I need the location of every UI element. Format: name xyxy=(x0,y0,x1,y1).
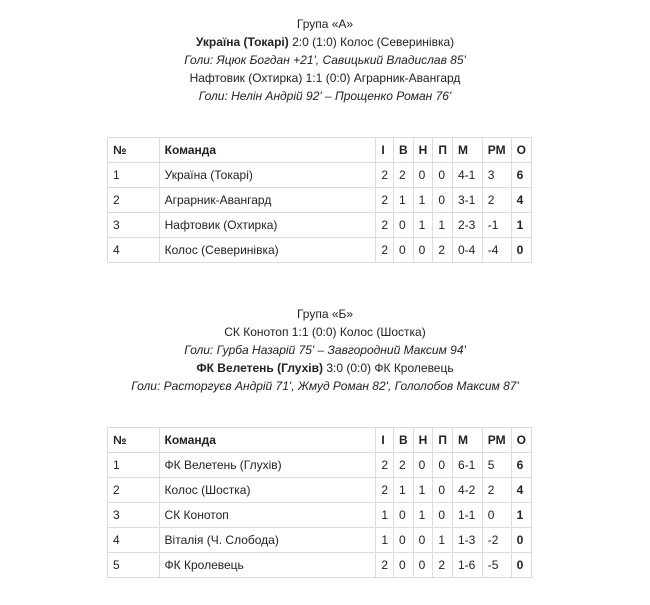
cell-wins: 2 xyxy=(394,163,414,188)
cell-wins: 0 xyxy=(394,213,414,238)
column-header-draws: Н xyxy=(413,138,433,163)
cell-wins: 1 xyxy=(394,478,414,503)
cell-draws: 1 xyxy=(413,213,433,238)
cell-draws: 1 xyxy=(413,188,433,213)
cell-draws: 0 xyxy=(413,163,433,188)
cell-team: Колос (Шостка) xyxy=(159,478,376,503)
cell-position: 1 xyxy=(108,163,160,188)
cell-position: 5 xyxy=(108,553,160,578)
cell-losses: 2 xyxy=(433,553,453,578)
table-row xyxy=(108,163,532,188)
cell-goals: 4-2 xyxy=(452,478,482,503)
cell-played: 2 xyxy=(376,478,394,503)
cell-draws: 1 xyxy=(413,478,433,503)
column-header-played: І xyxy=(376,138,394,163)
cell-wins: 1 xyxy=(394,188,414,213)
column-header-position: № xyxy=(108,138,160,163)
cell-team: ФК Велетень (Глухів) xyxy=(159,453,376,478)
cell-goal-diff: 5 xyxy=(482,453,511,478)
cell-points: 4 xyxy=(511,188,531,213)
cell-points: 6 xyxy=(511,453,531,478)
cell-goal-diff: 0 xyxy=(482,503,511,528)
cell-team: Колос (Северинівка) xyxy=(159,238,376,263)
cell-played: 2 xyxy=(376,453,394,478)
cell-goals: 1-1 xyxy=(452,503,482,528)
table-row xyxy=(108,553,532,578)
group-b-match-2-score: 3:0 (0:0) ФК Кролевець xyxy=(326,361,454,375)
cell-goals: 4-1 xyxy=(452,163,482,188)
group-b-summary xyxy=(0,305,650,395)
group-a-summary xyxy=(0,15,650,105)
group-a-match-1 xyxy=(0,33,650,51)
group-b-title: Група «Б» xyxy=(296,307,354,321)
table-row xyxy=(108,503,532,528)
column-header-goals: М xyxy=(452,428,482,453)
group-b-goals-1: Голи: Гурба Назарій 75' – Завгородний Максим 94' xyxy=(184,343,466,357)
cell-goal-diff: -5 xyxy=(482,553,511,578)
cell-draws: 0 xyxy=(413,453,433,478)
column-header-wins: В xyxy=(394,428,414,453)
cell-position: 1 xyxy=(108,453,160,478)
column-header-losses: П xyxy=(433,138,453,163)
cell-draws: 0 xyxy=(413,553,433,578)
column-header-team: Команда xyxy=(159,138,376,163)
cell-points: 1 xyxy=(511,213,531,238)
column-header-points: О xyxy=(511,138,531,163)
table-row xyxy=(108,478,532,503)
cell-position: 4 xyxy=(108,528,160,553)
column-header-position: № xyxy=(108,428,160,453)
cell-played: 2 xyxy=(376,163,394,188)
cell-position: 2 xyxy=(108,188,160,213)
group-b-goals-2: Голи: Расторгуєв Андрій 71', Жмуд Роман 82', Гололобов Максим 87' xyxy=(131,379,519,393)
cell-wins: 0 xyxy=(394,528,414,553)
cell-goals: 1-3 xyxy=(452,528,482,553)
table-row xyxy=(108,238,532,263)
column-header-wins: В xyxy=(394,138,414,163)
cell-goals: 1-6 xyxy=(452,553,482,578)
cell-position: 3 xyxy=(108,213,160,238)
cell-goal-diff: 3 xyxy=(482,163,511,188)
group-a-match-1-home: Україна (Токарі) xyxy=(195,35,289,49)
cell-played: 2 xyxy=(376,213,394,238)
cell-played: 1 xyxy=(376,503,394,528)
cell-draws: 0 xyxy=(413,528,433,553)
cell-losses: 0 xyxy=(433,503,453,528)
cell-goals: 0-4 xyxy=(452,238,482,263)
cell-position: 4 xyxy=(108,238,160,263)
group-b-match-1: СК Конотоп 1:1 (0:0) Колос (Шостка) xyxy=(224,325,426,339)
table-row xyxy=(108,528,532,553)
cell-wins: 0 xyxy=(394,503,414,528)
group-b-match-2-home: ФК Велетень (Глухів) xyxy=(196,361,323,375)
table-row xyxy=(108,453,532,478)
cell-team: ФК Кролевець xyxy=(159,553,376,578)
cell-goals: 3-1 xyxy=(452,188,482,213)
cell-losses: 0 xyxy=(433,163,453,188)
column-header-team: Команда xyxy=(159,428,376,453)
cell-points: 0 xyxy=(511,238,531,263)
cell-draws: 0 xyxy=(413,238,433,263)
column-header-goal-diff: РМ xyxy=(482,138,511,163)
cell-goal-diff: 2 xyxy=(482,188,511,213)
group-a-goals-1: Голи: Яцюк Богдан +21', Савицький Владислав 85' xyxy=(184,53,466,67)
cell-wins: 0 xyxy=(394,238,414,263)
cell-team: Україна (Токарі) xyxy=(159,163,376,188)
cell-points: 0 xyxy=(511,528,531,553)
cell-team: Аграрник-Авангард xyxy=(159,188,376,213)
group-a-title: Група «А» xyxy=(296,17,354,31)
cell-position: 2 xyxy=(108,478,160,503)
cell-losses: 1 xyxy=(433,528,453,553)
cell-losses: 0 xyxy=(433,453,453,478)
column-header-played: І xyxy=(376,428,394,453)
group-a-match-1-score: 2:0 (1:0) Колос (Северинівка) xyxy=(292,35,455,49)
cell-goal-diff: -1 xyxy=(482,213,511,238)
cell-wins: 2 xyxy=(394,453,414,478)
table-header-row xyxy=(108,428,532,453)
column-header-draws: Н xyxy=(413,428,433,453)
cell-goal-diff: -4 xyxy=(482,238,511,263)
cell-played: 2 xyxy=(376,188,394,213)
cell-losses: 2 xyxy=(433,238,453,263)
cell-losses: 0 xyxy=(433,478,453,503)
cell-draws: 1 xyxy=(413,503,433,528)
cell-points: 4 xyxy=(511,478,531,503)
cell-played: 2 xyxy=(376,553,394,578)
table-row xyxy=(108,213,532,238)
column-header-points: О xyxy=(511,428,531,453)
group-a-standings-table xyxy=(107,137,532,263)
cell-goals: 6-1 xyxy=(452,453,482,478)
group-a-match-2: Нафтовик (Охтирка) 1:1 (0:0) Аграрник-Авангард xyxy=(189,71,461,85)
cell-wins: 0 xyxy=(394,553,414,578)
cell-team: СК Конотоп xyxy=(159,503,376,528)
cell-goal-diff: 2 xyxy=(482,478,511,503)
cell-points: 0 xyxy=(511,553,531,578)
column-header-goal-diff: РМ xyxy=(482,428,511,453)
cell-goal-diff: -2 xyxy=(482,528,511,553)
cell-team: Віталія (Ч. Слобода) xyxy=(159,528,376,553)
table-header-row xyxy=(108,138,532,163)
cell-played: 1 xyxy=(376,528,394,553)
table-row xyxy=(108,188,532,213)
cell-goals: 2-3 xyxy=(452,213,482,238)
column-header-losses: П xyxy=(433,428,453,453)
group-a-goals-2: Голи: Нелін Андрій 92' – Прощенко Роман 76' xyxy=(198,89,452,103)
cell-losses: 1 xyxy=(433,213,453,238)
cell-points: 1 xyxy=(511,503,531,528)
cell-team: Нафтовик (Охтирка) xyxy=(159,213,376,238)
column-header-goals: М xyxy=(452,138,482,163)
cell-position: 3 xyxy=(108,503,160,528)
group-b-standings-table xyxy=(107,427,532,578)
cell-losses: 0 xyxy=(433,188,453,213)
cell-played: 2 xyxy=(376,238,394,263)
cell-points: 6 xyxy=(511,163,531,188)
group-b-match-2 xyxy=(0,359,650,377)
